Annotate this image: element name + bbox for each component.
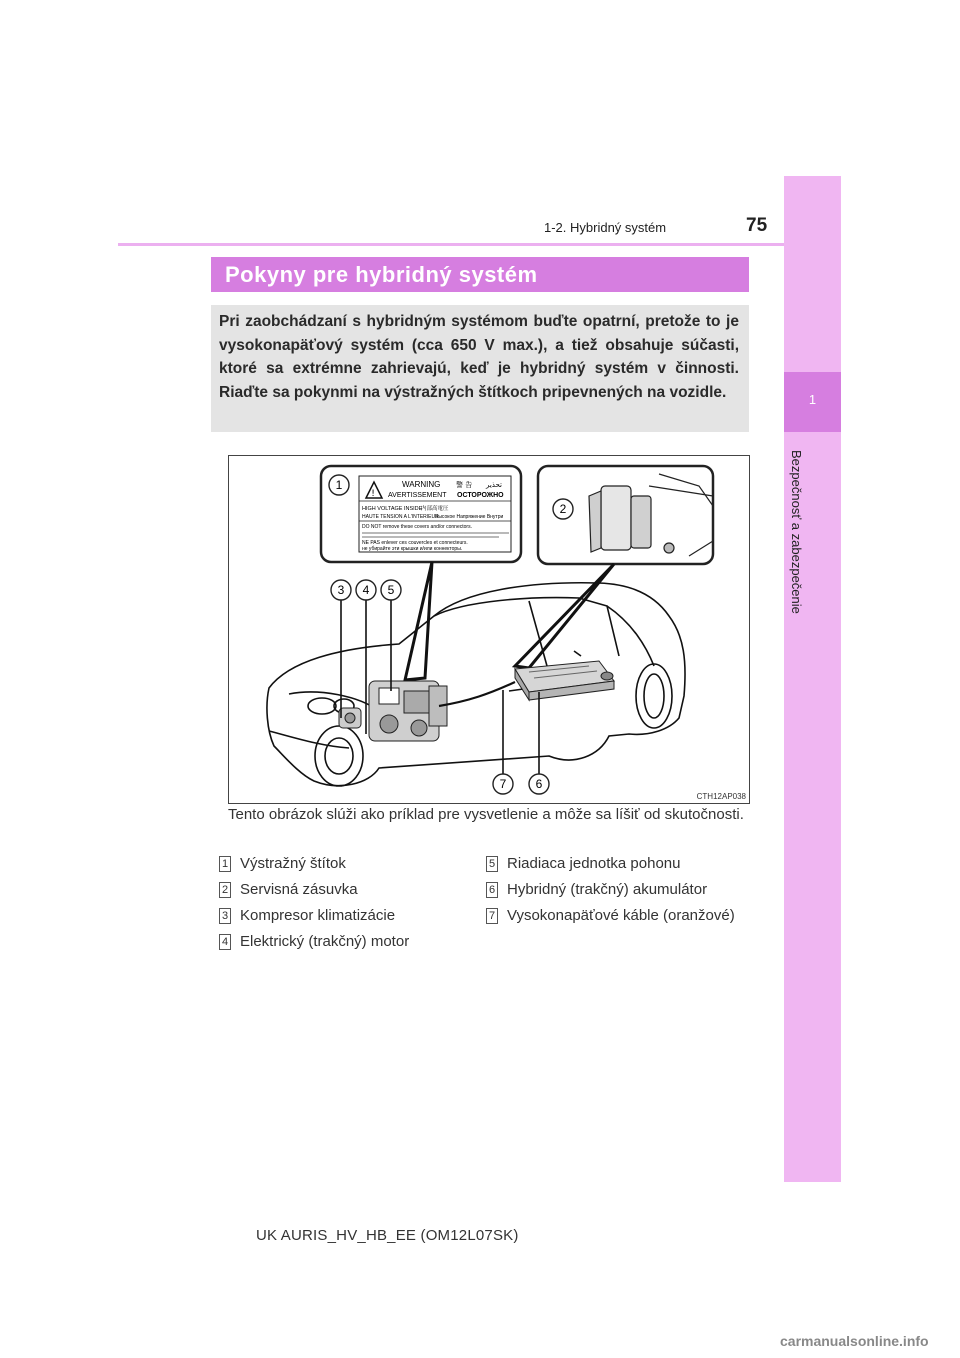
legend-item-5: [486, 853, 680, 875]
label-high-voltage: HIGH VOLTAGE INSIDE: [362, 506, 423, 512]
svg-text:2: 2: [559, 502, 567, 516]
legend-number: 5: [486, 856, 498, 872]
callout-6: [529, 774, 549, 794]
section-title: Pokyny pre hybridný systém: [225, 262, 538, 287]
callout-3: [331, 580, 351, 600]
legend-item-6: [486, 879, 707, 901]
chapter-title-vertical: [789, 450, 824, 700]
svg-text:6: 6: [535, 777, 543, 791]
page-number: 75: [746, 215, 768, 236]
callout-4: [356, 580, 376, 600]
figure-caption: Tento obrázok slúži ako príklad pre vysvetlenie a môže sa líšiť od skutočnosti.: [228, 806, 744, 823]
legend-number: 7: [486, 908, 498, 924]
label-avertissement: AVERTISSEMENT: [388, 492, 447, 499]
callout-2: [553, 499, 573, 519]
hybrid-system-figure: [228, 455, 750, 804]
figure-code: CTH12AP038: [696, 792, 746, 801]
label-ru-do-not: не убирайте эти крышки и/или коннекторы.: [362, 546, 463, 552]
label-haute-tension: HAUTE TENSION A L'INTERIEUR: [362, 514, 439, 520]
svg-text:4: 4: [362, 583, 370, 597]
legend-text: Servisná zásuvka: [240, 881, 358, 898]
car-illustration: [229, 456, 749, 803]
header-divider: [118, 243, 784, 246]
motor-graphic: [369, 681, 447, 741]
legend-item-7: [486, 905, 741, 927]
legend-item-2: [219, 879, 358, 901]
label-ru-hv: Высокое Напряжение Внутри: [435, 514, 504, 520]
label-do-not: DO NOT remove these covers and/or connectors.: [362, 524, 472, 530]
chapter-number: 1: [808, 392, 817, 407]
svg-text:3: 3: [337, 583, 345, 597]
compressor-graphic: [339, 708, 361, 728]
callout-1: [329, 475, 349, 495]
label-jp-hv: 内部高電圧: [421, 506, 449, 512]
label-warning: WARNING: [402, 480, 441, 489]
chapter-title: Bezpečnosť a zabezpečenie: [789, 450, 804, 614]
legend-number: 2: [219, 882, 231, 898]
car-body: [267, 583, 685, 786]
section-title-bar: [211, 257, 749, 292]
legend-text: Riadiaca jednotka pohonu: [507, 855, 681, 872]
legend-number: 6: [486, 882, 498, 898]
legend-text: Kompresor klimatizácie: [240, 907, 396, 924]
legend-text: Vysokonapäťové káble (oranžové): [507, 907, 735, 924]
header-section-title: 1-2. Hybridný systém: [544, 220, 667, 235]
label-ru: ОСТОРОЖНО: [457, 492, 504, 499]
callout-7: [493, 774, 513, 794]
svg-text:!: !: [371, 489, 375, 499]
legend-item-4: [219, 931, 409, 953]
legend-number: 4: [219, 934, 231, 950]
footer-manual-code: UK AURIS_HV_HB_EE (OM12L07SK): [256, 1227, 519, 1244]
label-ne-pas: NE PAS enlever ces couvercles et connecteurs.: [362, 540, 468, 546]
legend-number: 1: [219, 856, 231, 872]
legend-text: Výstražný štítok: [240, 855, 346, 872]
intro-box: [211, 305, 749, 432]
legend-text: Elektrický (trakčný) motor: [240, 933, 410, 950]
legend-item-1: [219, 853, 346, 875]
svg-text:1: 1: [335, 478, 343, 492]
label-warning-ar: تحذير: [486, 481, 502, 489]
intro-text: Pri zaobchádzaní s hybridným systémom buďte opatrní, pretože to je vysokonapäťový systém (cca 650 V max.), a tiež obsahuje súčasti, ktoré sa extrémne zahrievajú, keď je hybridný systém v činnosti. Riaďte sa pokynmi na výstražných štítkoch pripevnených na vozidle.: [219, 313, 739, 401]
plug-pointer: [515, 564, 614, 668]
watermark: carmanualsonline.info: [780, 1333, 929, 1349]
svg-text:5: 5: [387, 583, 395, 597]
label-warning-jp: 警 告: [456, 481, 473, 489]
legend-item-3: [219, 905, 395, 927]
callout-5: [381, 580, 401, 600]
legend-number: 3: [219, 908, 231, 924]
svg-text:7: 7: [499, 777, 507, 791]
legend-text: Hybridný (trakčný) akumulátor: [507, 881, 708, 898]
